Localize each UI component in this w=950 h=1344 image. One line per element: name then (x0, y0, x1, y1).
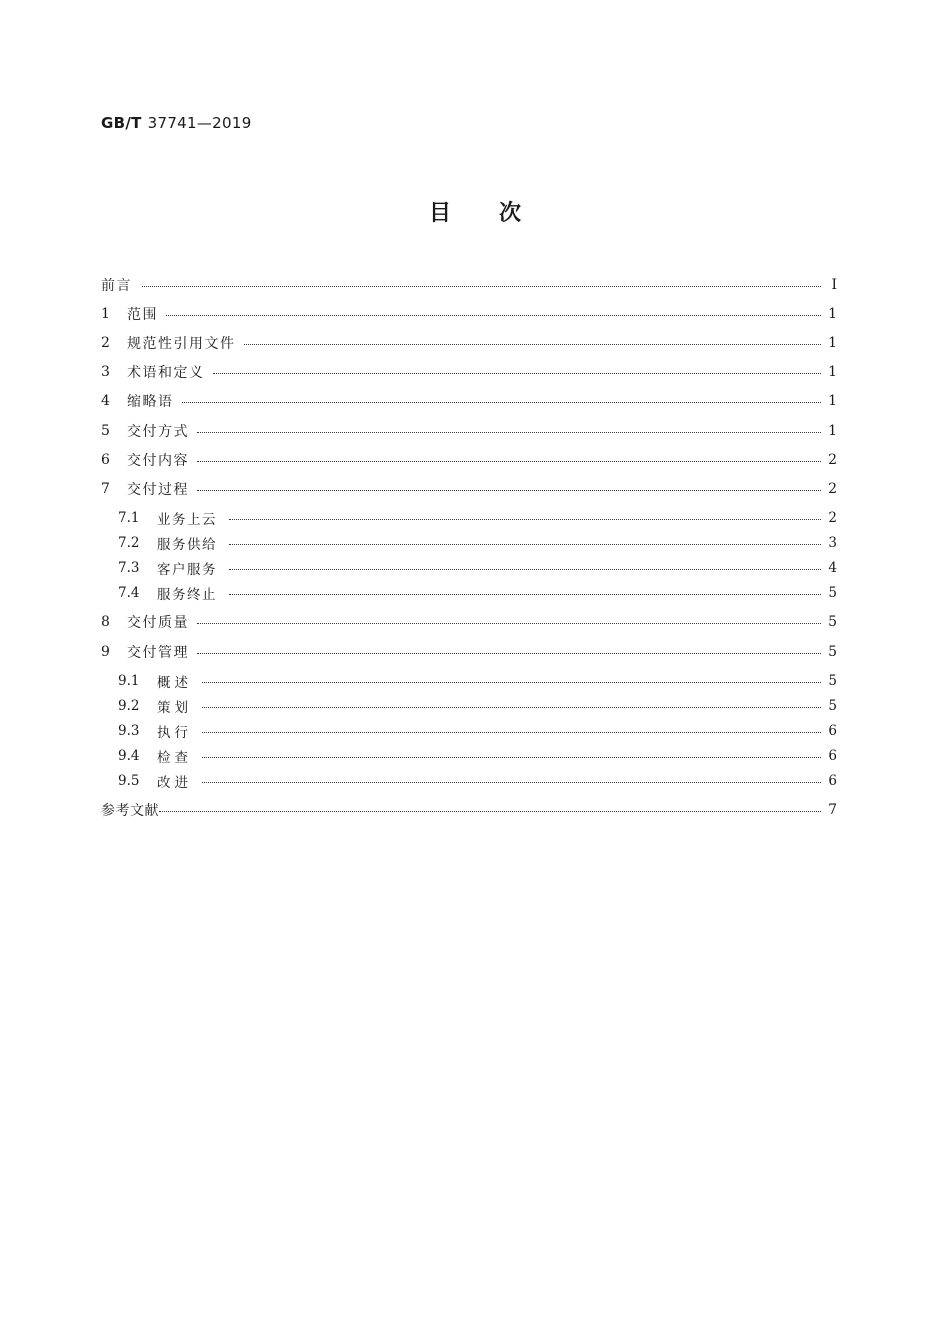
toc-entry-number: 9.4 (118, 748, 140, 764)
toc-entry-9[interactable] (101, 641, 837, 663)
toc-entry-7-2[interactable] (118, 532, 837, 554)
toc-entry-number: 3 (101, 364, 110, 380)
toc-entry-number: 9.5 (118, 773, 140, 789)
toc-dot-leader (229, 560, 821, 576)
toc-entry-8[interactable] (101, 611, 837, 633)
toc-entry-label: 交付质量 (127, 615, 189, 631)
toc-entry-number: 7 (101, 481, 110, 497)
toc-entry-page: 1 (828, 393, 837, 409)
toc-entry-label: 交付过程 (127, 482, 189, 498)
toc-dot-leader (202, 748, 821, 764)
toc-entry-label: 服务供给 (157, 537, 217, 553)
toc-entry-page: 6 (828, 773, 837, 789)
toc-entry-9-1[interactable] (118, 670, 837, 692)
toc-entry-label: 术语和定义 (127, 365, 205, 381)
toc-entry-7-3[interactable] (118, 557, 837, 579)
standard-code (101, 114, 252, 132)
toc-entry-page: 5 (828, 585, 837, 601)
toc-entry-label: 改进 (157, 775, 192, 791)
toc-entry-7-1[interactable] (118, 507, 837, 529)
toc-dot-leader (229, 585, 821, 601)
toc-entry-9-5[interactable] (118, 770, 837, 792)
toc-dot-leader (197, 614, 821, 630)
toc-entry-number: 9.3 (118, 723, 140, 739)
toc-entry-number: 6 (101, 452, 110, 468)
toc-entry-label: 范围 (127, 307, 158, 323)
toc-entry-page: 2 (828, 510, 837, 526)
toc-entry-9-4[interactable] (118, 745, 837, 767)
toc-entry-2[interactable] (101, 332, 837, 354)
toc-entry-label: 检查 (157, 750, 192, 766)
toc-dot-leader (229, 535, 821, 551)
toc-entry-3[interactable] (101, 361, 837, 383)
toc-entry-page: Ⅰ (831, 277, 837, 293)
toc-dot-leader (213, 364, 822, 380)
toc-entry-label: 交付方式 (127, 424, 189, 440)
toc-entry-label: 服务终止 (157, 587, 217, 603)
toc-entry-label: 业务上云 (157, 512, 217, 528)
toc-dot-leader (197, 452, 821, 468)
toc-entry-number: 7.2 (118, 535, 140, 551)
toc-entry-label: 规范性引用文件 (127, 336, 236, 352)
toc-entry-number: 2 (101, 335, 110, 351)
toc-entry-page: 5 (828, 698, 837, 714)
toc-entry-page: 1 (828, 335, 837, 351)
toc-entry-label: 前言 (101, 278, 132, 294)
toc-entry-page: 2 (828, 452, 837, 468)
toc-entry-7[interactable] (101, 478, 837, 500)
toc-entry-4[interactable] (101, 390, 837, 412)
toc-entry-page: 5 (828, 644, 837, 660)
toc-entry-label: 执行 (157, 725, 192, 741)
toc-dot-leader (202, 773, 821, 789)
toc-dot-leader (202, 673, 821, 689)
toc-entry-9-3[interactable] (118, 720, 837, 742)
toc-entry-bibliography[interactable] (101, 799, 837, 821)
toc-entry-page: 2 (828, 481, 837, 497)
toc-entry-number: 9.1 (118, 673, 140, 689)
toc-entry-foreword[interactable] (101, 274, 837, 296)
toc-entry-6[interactable] (101, 449, 837, 471)
toc-entry-number: 5 (101, 423, 110, 439)
toc-entry-7-4[interactable] (118, 582, 837, 604)
toc-entry-page: 4 (828, 560, 837, 576)
toc-entry-number: 7.4 (118, 585, 140, 601)
toc-dot-leader (202, 723, 821, 739)
toc-entry-1[interactable] (101, 303, 837, 325)
toc-entry-number: 9.2 (118, 698, 140, 714)
toc-entry-page: 5 (828, 614, 837, 630)
toc-entry-number: 7.1 (118, 510, 140, 526)
toc-dot-leader (197, 644, 821, 660)
toc-dot-leader (202, 698, 821, 714)
toc-dot-leader (229, 510, 821, 526)
toc-entry-page: 6 (828, 723, 837, 739)
toc-dot-leader (166, 306, 821, 322)
toc-entry-label: 参考文献 (101, 803, 159, 819)
page-title: 目次 (428, 201, 569, 226)
toc-entry-label: 交付管理 (127, 645, 189, 661)
toc-dot-leader (159, 802, 821, 818)
toc-entry-page: 1 (828, 306, 837, 322)
standard-prefix: GB/T (101, 114, 142, 132)
standard-number: 37741—2019 (147, 114, 252, 132)
toc-entry-label: 策划 (157, 700, 192, 716)
toc-entry-label: 概述 (157, 675, 192, 691)
toc-dot-leader (142, 277, 821, 293)
toc-entry-number: 9 (101, 644, 110, 660)
toc-dot-leader (182, 393, 822, 409)
toc-entry-page: 6 (828, 748, 837, 764)
toc-entry-5[interactable] (101, 420, 837, 442)
toc-entry-page: 3 (828, 535, 837, 551)
toc-entry-label: 缩略语 (127, 394, 174, 410)
toc-dot-leader (244, 335, 822, 351)
toc-entry-number: 8 (101, 614, 110, 630)
toc-entry-page: 5 (828, 673, 837, 689)
toc-entry-number: 4 (101, 393, 110, 409)
toc-entry-number: 7.3 (118, 560, 140, 576)
toc-entry-page: 1 (828, 364, 837, 380)
toc-entry-page: 1 (828, 423, 837, 439)
toc-dot-leader (197, 423, 821, 439)
toc-entry-page: 7 (828, 802, 837, 818)
toc-entry-label: 交付内容 (127, 453, 189, 469)
toc-dot-leader (197, 481, 821, 497)
toc-entry-label: 客户服务 (157, 562, 217, 578)
toc-entry-9-2[interactable] (118, 695, 837, 717)
toc-entry-number: 1 (101, 306, 110, 322)
